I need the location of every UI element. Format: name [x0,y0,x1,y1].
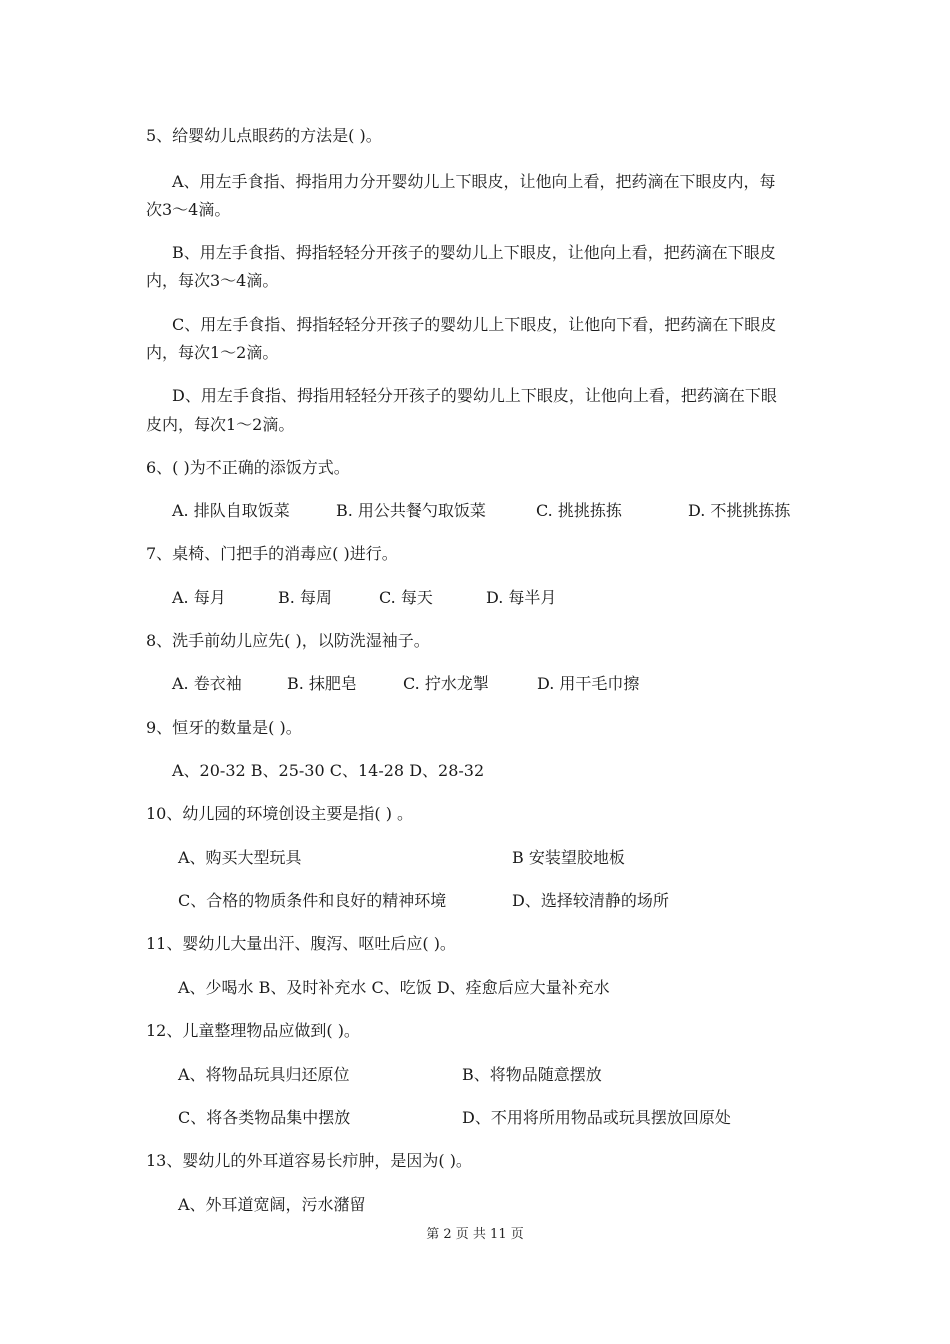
q12-option-d: D、不用将所用物品或玩具摆放回原处 [462,1108,731,1127]
page-footer: 第 2 页 共 11 页 [426,1227,524,1242]
question-7: 7、桌椅、门把手的消毒应( )进行。 [146,544,398,563]
q6-option-c: C. 挑挑拣拣 [536,501,622,520]
question-8: 8、洗手前幼儿应先( )，以防洗湿袖子。 [146,631,430,650]
q5-option-a-line-1: A、用左手食指、拇指用力分开婴幼儿上下眼皮，让他向上看，把药滴在下眼皮内，每 [172,172,776,191]
q5-option-a-line-2: 次3～4滴。 [146,200,231,219]
q6-option-b: B. 用公共餐勺取饭菜 [336,501,486,520]
q12-option-b: B、将物品随意摆放 [462,1065,602,1084]
q8-option-c: C. 拧水龙掣 [403,674,489,693]
question-6: 6、( )为不正确的添饭方式。 [146,458,350,477]
q5-option-c-line-1: C、用左手食指、拇指轻轻分开孩子的婴幼儿上下眼皮，让他向下看，把药滴在下眼皮 [172,315,777,334]
q7-option-d: D. 每半月 [486,588,557,607]
q13-option-a: A、外耳道宽阔，污水潴留 [178,1195,366,1214]
q5-option-c-line-2: 内，每次1～2滴。 [146,343,279,362]
q10-option-c: C、合格的物质条件和良好的精神环境 [178,891,447,910]
question-11: 11、婴幼儿大量出汗、腹泻、呕吐后应( )。 [146,934,456,953]
q5-option-d-line-2: 皮内，每次1～2滴。 [146,415,295,434]
q10-option-b: B 安装望胶地板 [512,848,625,867]
q10-option-a: A、购买大型玩具 [178,848,302,867]
q5-option-d-line-1: D、用左手食指、拇指用轻轻分开孩子的婴幼儿上下眼皮，让他向上看，把药滴在下眼 [172,386,777,405]
q5-option-b-line-1: B、用左手食指、拇指轻轻分开孩子的婴幼儿上下眼皮，让他向上看，把药滴在下眼皮 [172,243,776,262]
q8-option-b: B. 抹肥皂 [287,674,357,693]
q7-option-b: B. 每周 [278,588,332,607]
q12-option-c: C、将各类物品集中摆放 [178,1108,351,1127]
q5-option-b-line-2: 内，每次3～4滴。 [146,271,279,290]
q6-option-d: D. 不挑挑拣拣 [688,501,791,520]
q12-option-a: A、将物品玩具归还原位 [178,1065,350,1084]
q9-options: A、20-32 B、25-30 C、14-28 D、28-32 [172,761,485,780]
question-5: 5、给婴幼儿点眼药的方法是( )。 [146,126,382,145]
question-12: 12、儿童整理物品应做到( )。 [146,1021,360,1040]
q7-option-c: C. 每天 [379,588,433,607]
q6-option-a: A. 排队自取饭菜 [172,501,290,520]
q8-option-d: D. 用干毛巾擦 [537,674,640,693]
question-9: 9、恒牙的数量是( )。 [146,718,302,737]
q10-option-d: D、选择较清静的场所 [512,891,669,910]
q11-options: A、少喝水 B、及时补充水 C、吃饭 D、痊愈后应大量补充水 [178,978,610,997]
question-13: 13、婴幼儿的外耳道容易长疖肿，是因为( )。 [146,1151,472,1170]
q7-option-a: A. 每月 [172,588,226,607]
question-10: 10、幼儿园的环境创设主要是指( ) 。 [146,804,414,823]
q8-option-a: A. 卷衣袖 [172,674,242,693]
